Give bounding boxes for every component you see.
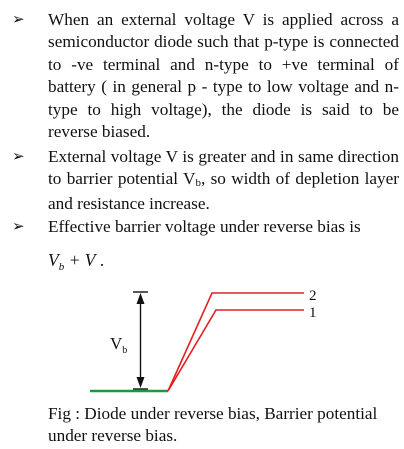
curve-1	[168, 310, 304, 391]
curve-1-label: 1	[309, 305, 317, 321]
bullet-arrow-icon: ➢	[12, 10, 25, 28]
curve-2	[168, 293, 304, 391]
bullet-text: Effective barrier voltage under reverse bias is	[48, 217, 361, 236]
bullet-text: External voltage V is greater and in same direction to barrier potential $V_b$, so width of depletion layer and resistance increase.	[48, 147, 399, 213]
vb-label: $V_b$	[110, 334, 128, 356]
bullet-arrow-icon: ➢	[12, 217, 25, 235]
effective-barrier-formula: $V_b + V$ .	[48, 250, 105, 273]
curve-2-label: 2	[309, 288, 317, 304]
bullet-arrow-icon: ➢	[12, 147, 25, 165]
vb-double-arrow	[133, 292, 148, 389]
bullet-text: When an external voltage V is applied across a semiconductor diode such that p-type is connected to -ve terminal and n-type to +ve terminal of battery ( in general p - type to low voltage and n-type to high voltage), the diode is said to be reverse biased.	[48, 10, 399, 142]
figure-caption: Fig : Diode under reverse bias, Barrier potential under reverse bias.	[48, 404, 378, 446]
